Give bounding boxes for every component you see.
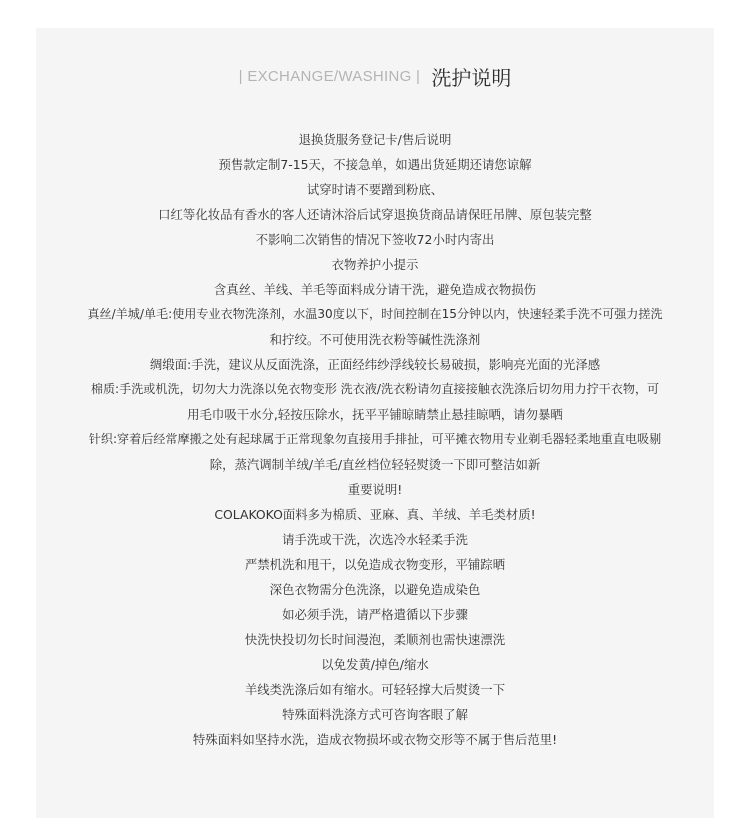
page-title: 洗护说明 (431, 66, 512, 90)
text-line-hand-wash: 请手洗或干洗，次选冷水轻柔手洗 (282, 532, 468, 547)
text-line-cotton-cont: 用毛巾吸干水分,轻按压除水，抚平平铺晾睛禁止悬挂晾哂，请勿暴晒 (187, 407, 563, 422)
english-subtitle: | EXCHANGE/WASHING | (238, 68, 421, 85)
text-line-silk-cont: 和拧绞。不可使用洗衣粉等碱性洗涤剂 (269, 332, 481, 347)
care-instructions-text (40, 127, 710, 752)
text-line-return-card: 退换货服务登记卡/售后说明 (298, 132, 452, 147)
text-line-no-machine: 严禁机洗和甩干，以免造成衣物变形，平铺踪晒 (244, 557, 506, 572)
text-line-dark-colors: 深色衣物需分色洗涤，以避免造成染色 (269, 582, 481, 597)
text-line-wool-shrink: 羊线类洗涤后如有缩水。可轻轻撑大后熨烫一下 (244, 682, 506, 697)
text-line-avoid-fading: 以免发黄/掉色/缩水 (321, 657, 429, 672)
text-line-try-on: 试穿时请不要蹭到粉底、 (306, 182, 444, 197)
text-line-care-tips-heading: 衣物养护小提示 (331, 257, 419, 272)
text-line-silk: 真丝/羊城/单毛:使用专业衣物洗涤剂，水温30度以下，时间控制在15分钟以内，快速轻柔手洗不可强力搓洗 (87, 307, 663, 321)
text-line-materials: COLAKOKO面料多为棉质、亚麻、真、羊绒、羊毛类材质! (214, 507, 536, 522)
section-header (0, 62, 750, 91)
text-line-knit-cont: 除，蒸汽调制羊绒/羊毛/直丝档位轻轻熨烫一下即可整洁如新 (209, 457, 541, 472)
text-line-dry-clean: 含真丝、羊线、羊毛等面料成分请干洗，避免造成衣物损伤 (213, 282, 537, 297)
text-line-knit: 针织:穿着后经常摩搬之处有起球属于正常现象勿直接用手排扯，可平摊衣物用专业剃毛器轻柔地重直电吸剔 (88, 432, 662, 446)
text-line-steps: 如必须手洗，请严格遣循以下步骤 (282, 607, 468, 622)
text-line-quick-wash: 快洗快投切勿长时间漫泡，柔顺剂也需快速漂洗 (244, 632, 506, 647)
text-line-cosmetics: 口红等化妆品有香水的客人还请沐浴后试穿退换货商品请保旺吊牌、原包装完整 (158, 207, 592, 222)
text-line-cotton: 棉质:手洗或机洗，切勿大力洗涤以免衣物变形 洗衣液/洗衣粉请勿直接接触衣洗涤后切勿用力拧干衣物，可 (90, 382, 660, 396)
text-line-resale: 不影响二次销售的情况下签收72小时内寄出 (255, 232, 495, 247)
text-line-important-heading: 重要说明! (347, 482, 403, 497)
text-line-presale: 预售款定制7-15天，不接急单，如遇出货延期还请您谅解 (218, 157, 532, 172)
text-line-consult: 特殊面料洗涤方式可咨询客眼了解 (282, 707, 468, 722)
text-line-disclaimer: 特殊面料如坚持水洗，造成衣物损坏或衣物交形等不属于售后范里! (192, 732, 558, 747)
text-line-satin: 绸缎面:手洗，建议从反面洗涤，正面经纬纱浮线较长易破损，影响亮光面的光泽感 (149, 357, 601, 372)
